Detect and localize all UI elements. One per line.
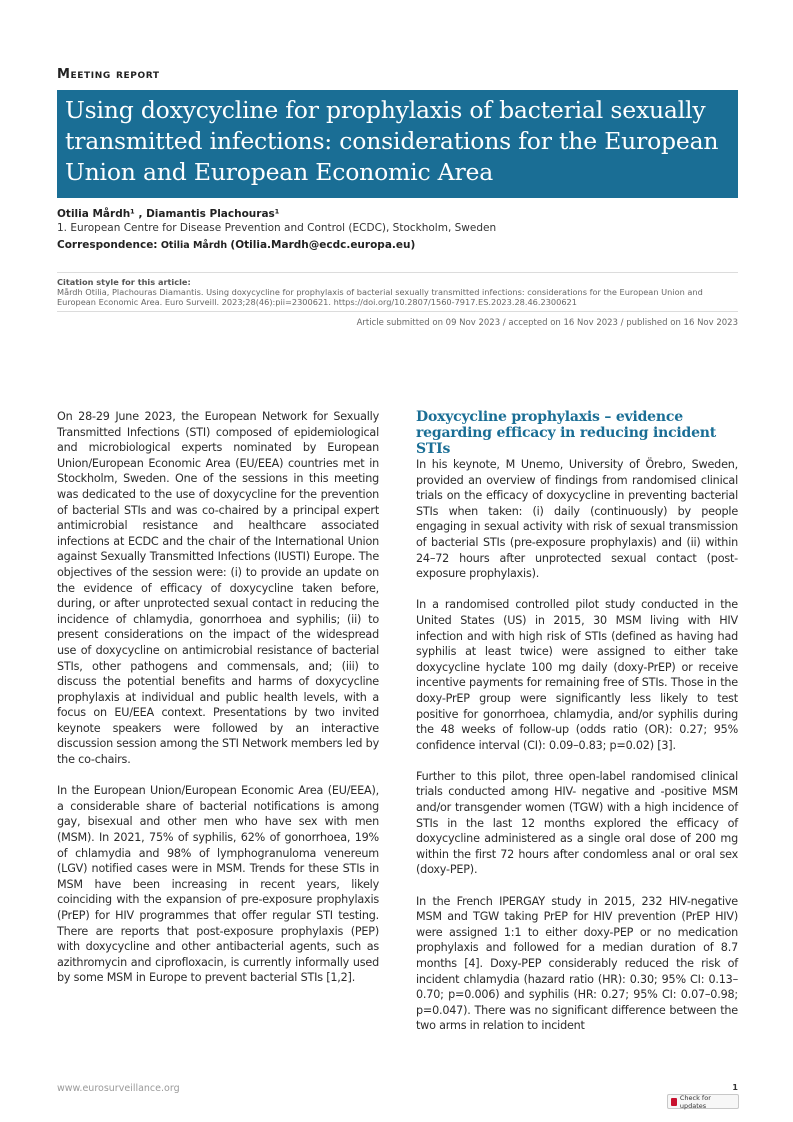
affiliation: 1. European Centre for Disease Prevention and Control (ECDC), Stockholm, Sweden	[57, 222, 497, 234]
check-for-updates-button[interactable]	[667, 1094, 739, 1109]
paragraph: On 28-29 June 2023, the European Network for Sexually Transmitted Infections (STI) composed of epidemiological and microbiological experts nominated by European Union/European Economic Area (EU/EEA) countries met in Stockholm, Sweden. One of the sessions in this meeting was dedicated to the use of doxycycline for the prevention of bacterial STIs and was co-chaired by a principal expert antimicrobial resistance and healthcare associated infections at ECDC and the chair of the International Union against Sexually Transmitted Infections (IUSTI) Europe. The objectives of the session were: (i) to provide an update on the evidence of efficacy of doxycycline taken before, during, or after unprotected sexual contact in reducing the incidence of chlamydia, gonorrhoea and syphilis; (ii) to present considerations on the impact of the widespread use of doxycycline on antimicrobial resistance of bacterial STIs, other pathogens and commensals, and; (iii) to discuss the potential benefits and harms of doxycycline prophylaxis at individual and public health levels, with a focus on EU/EEA context. Presentations by two invited keynote speakers were followed by an interactive discussion session among the STI Network members led by the co-chairs.	[57, 410, 379, 767]
section-heading: Doxycycline prophylaxis – evidence regarding efficacy in reducing incident STIs	[416, 409, 717, 457]
correspondence-email[interactable]: (Otilia.Mardh@ecdc.europa.eu)	[230, 239, 416, 251]
divider-bottom	[57, 311, 738, 312]
paragraph: In his keynote, M Unemo, University of Örebro, Sweden, provided an overview of findings from randomised clinical trials on the efficacy of doxycycline in preventing bacterial STIs when taken: (i) daily (continuously) by people engaging in sexual activity with risk of sexual transmission of bacterial STIs (pre-exposure prophylaxis) and (ii) within 24–72 hours after unprotected sexual contact (post-exposure prophylaxis).	[416, 458, 738, 581]
bookmark-icon	[671, 1098, 677, 1106]
paragraph: In the European Union/European Economic Area (EU/EEA), a considerable share of bacterial notifications is among gay, bisexual and other men who have sex with men (MSM). In 2021, 75% of syphilis, 62% of gonorrhoea, 19% of chlamydia and 98% of lymphogranuloma venereum (LGV) notified cases were in MSM. Trends for these STIs in MSM have been increasing in recent years, likely coinciding with the expansion of pre-exposure prophylaxis (PrEP) for HIV programmes that offer regular STI testing. There are reports that post-exposure prophylaxis (PEP) with doxycycline and other antibacterial agents, such as azithromycin and ciprofloxacin, is currently informally used by some MSM in Europe to prevent bacterial STIs [1,2].	[57, 784, 379, 985]
page-number: 1	[732, 1083, 738, 1092]
title-banner	[57, 90, 738, 198]
correspondence	[57, 239, 415, 251]
citation-text: Mårdh Otilia, Plachouras Diamantis. Using doxycycline for prophylaxis of bacterial sexually transmitted infections: considerations for the European Union and European Economic Area. Euro Surveill. 2023;28(46):pii=2300621. https://doi.org/10.2807/1560-7917.ES.2023.28.46.2300621	[57, 287, 703, 307]
authors: Otilia Mårdh¹ , Diamantis Plachouras¹	[57, 208, 280, 220]
left-column	[57, 409, 379, 1002]
correspondence-label: Correspondence:	[57, 239, 158, 251]
divider-top	[57, 272, 738, 273]
paragraph: Further to this pilot, three open-label randomised clinical trials conducted among HIV- negative and -positive MSM and/or transgender women (TGW) with a high incidence of STIs in the last 12 months explored the efficacy of doxycycline administered as a single oral dose of 200 mg within the first 72 hours after condomless anal or oral sex (doxy-PEP).	[416, 769, 738, 877]
section-label: Meeting report	[57, 67, 160, 82]
article-title: Using doxycycline for prophylaxis of bacterial sexually transmitted infections: considerations for the European Union and European Economic Area	[65, 96, 719, 186]
footer-url[interactable]: www.eurosurveillance.org	[57, 1083, 180, 1094]
paragraph: In the French IPERGAY study in 2015, 232 HIV-negative MSM and TGW taking PrEP for HIV prevention (PrEP HIV) were assigned 1:1 to either doxy-PEP or no medication prophylaxis and followed for a median duration of 8.7 months [4]. Doxy-PEP considerably reduced the risk of incident chlamydia (hazard ratio (HR): 0.30; 95% CI: 0.13–0.70; p=0.006) and syphilis (HR: 0.27; 95% CI: 0.07–0.98; p=0.047). There was no significant difference between the two arms in relation to incident	[416, 894, 738, 1033]
citation-box	[57, 277, 738, 307]
check-for-updates-label: Check for updates	[679, 1093, 711, 1110]
submission-dates: Article submitted on 09 Nov 2023 / accepted on 16 Nov 2023 / published on 16 Nov 2023	[356, 318, 738, 328]
right-column	[416, 409, 738, 1050]
paragraph: In a randomised controlled pilot study conducted in the United States (US) in 2015, 30 MSM living with HIV infection and with high risk of STIs (defined as having had syphilis at least twice) were assigned to either take doxycycline hyclate 100 mg daily (doxy-PrEP) or receive incentive payments for remaining free of STIs. Those in the doxy-PrEP group were significantly less likely to test positive for gonorrhoea, chlamydia, and/or syphilis during the 48 weeks of follow-up (odds ratio (OR): 0.27; 95% confidence interval (CI): 0.09–0.83; p=0.02) [3].	[416, 598, 738, 752]
citation-heading: Citation style for this article:	[57, 277, 191, 287]
correspondence-name: Otilia Mårdh	[160, 240, 228, 251]
